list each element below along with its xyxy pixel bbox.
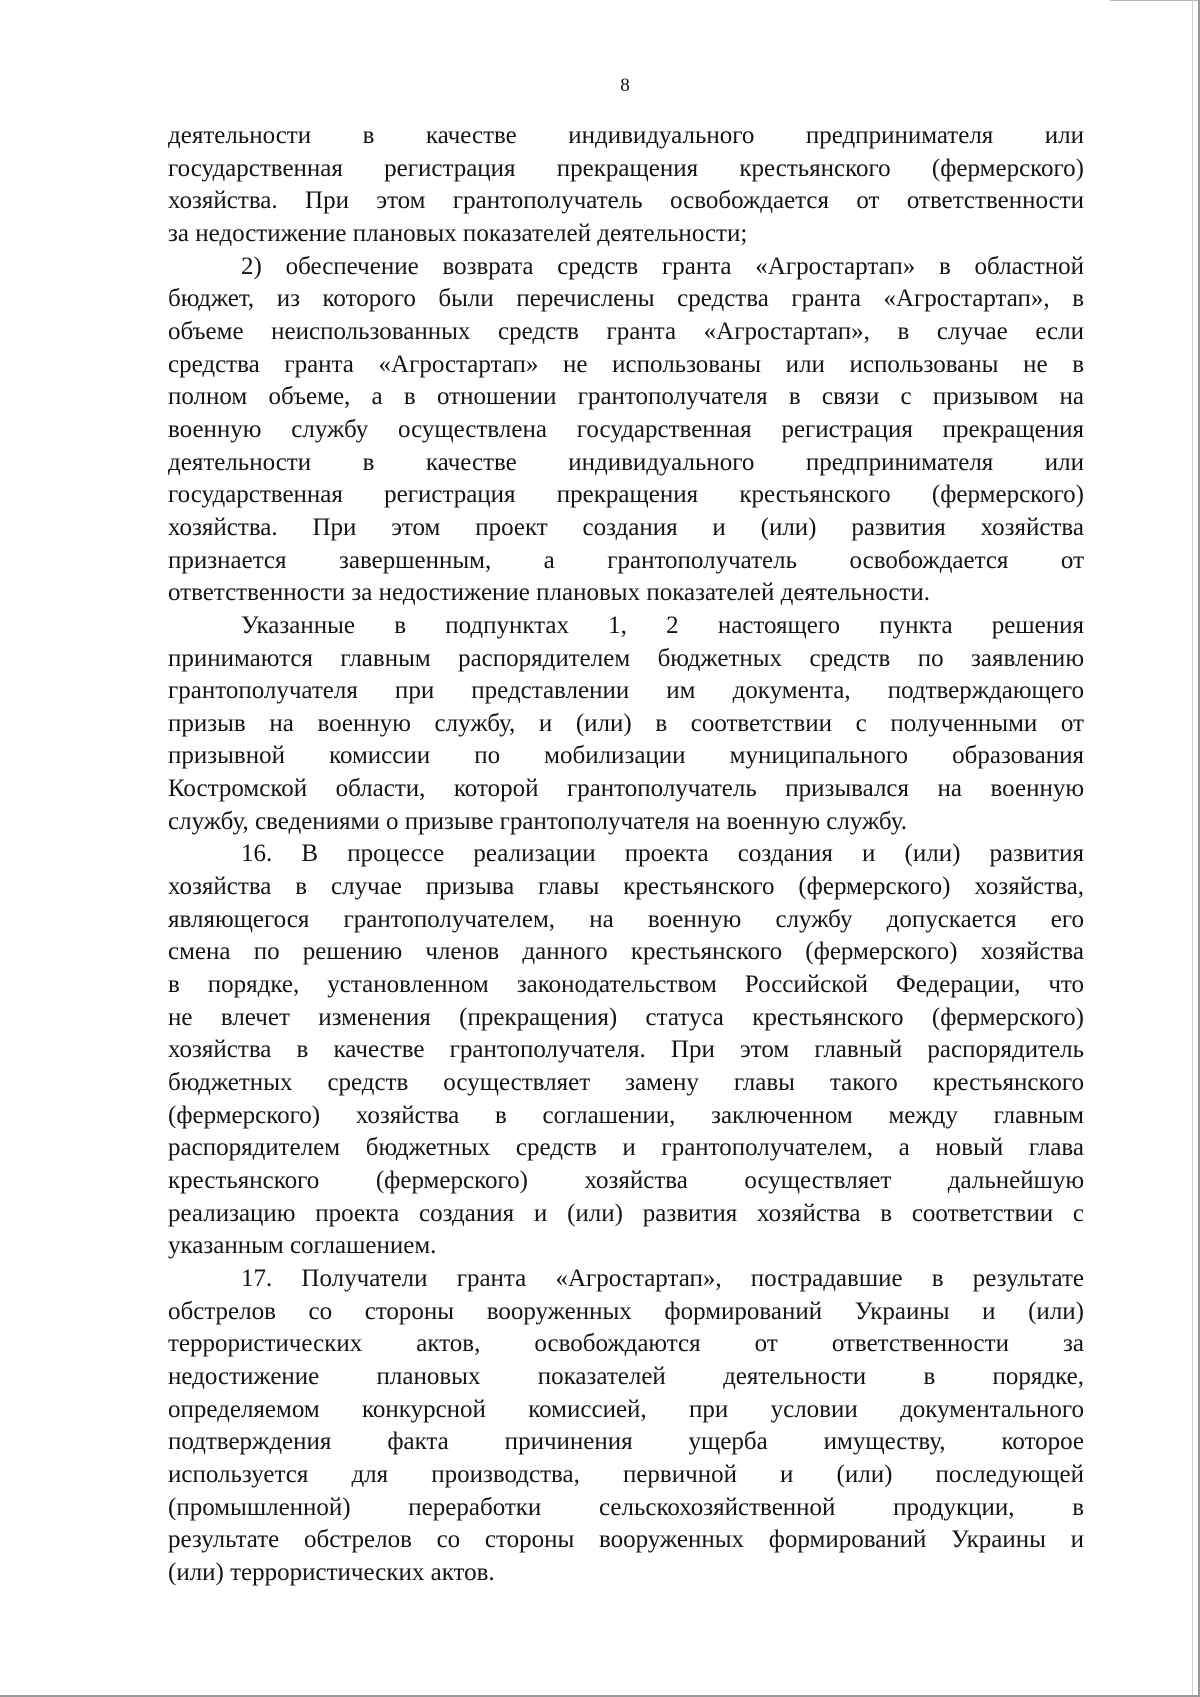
text-line: принимаются главным распорядителем бюджетных средств по заявлению [168,644,1084,672]
text-line: указанным соглашением. [168,1232,437,1260]
text-line: хозяйства в качестве грантополучателя. При этом главный распорядитель [168,1036,1084,1064]
text-line: результате обстрелов со стороны вооруженных формирований Украины и [168,1526,1084,1554]
text-line: используется для производства, первичной и (или) последующей [168,1460,1084,1488]
paragraph [168,251,1084,610]
text-line: 17. Получатели гранта «Агростартап», пострадавшие в результате [241,1264,1084,1292]
text-line: полном объеме, а в отношении грантополучателя в связи с призывом на [168,383,1084,411]
text-line: деятельности в качестве индивидуального предпринимателя или [168,448,1084,476]
text-line: грантополучателя при представлении им документа, подтверждающего [168,677,1084,705]
scan-edge [1110,0,1200,1]
paragraph [168,610,1084,839]
text-line: (фермерского) хозяйства в соглашении, заключенном между главным [168,1101,1084,1129]
text-line: Костромской области, которой грантополучатель призывался на военную [168,775,1084,803]
text-line: обстрелов со стороны вооруженных формирований Украины и (или) [168,1297,1084,1325]
scan-edge [1192,0,1193,1697]
text-line: признается завершенным, а грантополучатель освобождается от [168,546,1084,574]
text-line: ответственности за недостижение плановых показателей деятельности. [168,579,930,607]
text-line: смена по решению членов данного крестьянского (фермерского) хозяйства [168,938,1084,966]
text-line: являющегося грантополучателем, на военную службу допускается его [168,905,1084,933]
text-line: призыв на военную службу, и (или) в соответствии с полученными от [168,709,1084,737]
text-line: распорядителем бюджетных средств и грантополучателем, а новый глава [168,1134,1084,1162]
text-line: бюджетных средств осуществляет замену главы такого крестьянского [168,1069,1084,1097]
text-line: террористических актов, освобождаются от ответственности за [168,1330,1084,1358]
text-line: реализацию проекта создания и (или) развития хозяйства в соответствии с [168,1199,1084,1227]
text-line: средства гранта «Агростартап» не использованы или использованы не в [168,350,1084,378]
text-line: объеме неиспользованных средств гранта «Агростартап», в случае если [168,317,1084,345]
text-line: бюджет, из которого были перечислены средства гранта «Агростартап», в [168,285,1084,313]
text-line: хозяйства. При этом проект создания и (или) развития хозяйства [168,513,1084,541]
text-line: подтверждения факта причинения ущерба имуществу, которое [168,1428,1084,1456]
text-line: недостижение плановых показателей деятельности в порядке, [168,1362,1084,1390]
text-line: (или) террористических актов. [168,1558,495,1586]
text-line: военную службу осуществлена государственная регистрация прекращения [168,415,1084,443]
text-line: не влечет изменения (прекращения) статуса крестьянского (фермерского) [168,1003,1084,1031]
text-line: призывной комиссии по мобилизации муниципального образования [168,742,1084,770]
text-line: службу, сведениями о призыве грантополучателя на военную службу. [168,807,907,835]
text-line: крестьянского (фермерского) хозяйства осуществляет дальнейшую [168,1167,1084,1194]
text-line: за недостижение плановых показателей деятельности; [168,219,748,247]
text-line: государственная регистрация прекращения крестьянского (фермерского) [168,481,1084,509]
text-line: 2) обеспечение возврата средств гранта «Агростартап» в областной [241,252,1084,280]
text-line: хозяйства в случае призыва главы крестьянского (фермерского) хозяйства, [168,873,1084,901]
paragraph [168,1263,1084,1590]
text-line: хозяйства. При этом грантополучатель освобождается от ответственности [168,187,1084,215]
page-number: 8 [620,75,630,96]
text-line: государственная регистрация прекращения крестьянского (фермерского) [168,154,1084,182]
paragraph [168,120,1084,251]
text-line: определяемом конкурсной комиссией, при условии документального [168,1395,1084,1423]
text-line: (промышленной) переработки сельскохозяйственной продукции, в [168,1493,1084,1521]
document-body [168,120,1084,1590]
paragraph [168,838,1084,1263]
text-line: в порядке, установленном законодательством Российской Федерации, что [168,971,1084,999]
text-line: Указанные в подпунктах 1, 2 настоящего пункта решения [241,611,1084,639]
text-line: деятельности в качестве индивидуального предпринимателя или [168,122,1084,149]
text-line: 16. В процессе реализации проекта создания и (или) развития [241,840,1084,868]
